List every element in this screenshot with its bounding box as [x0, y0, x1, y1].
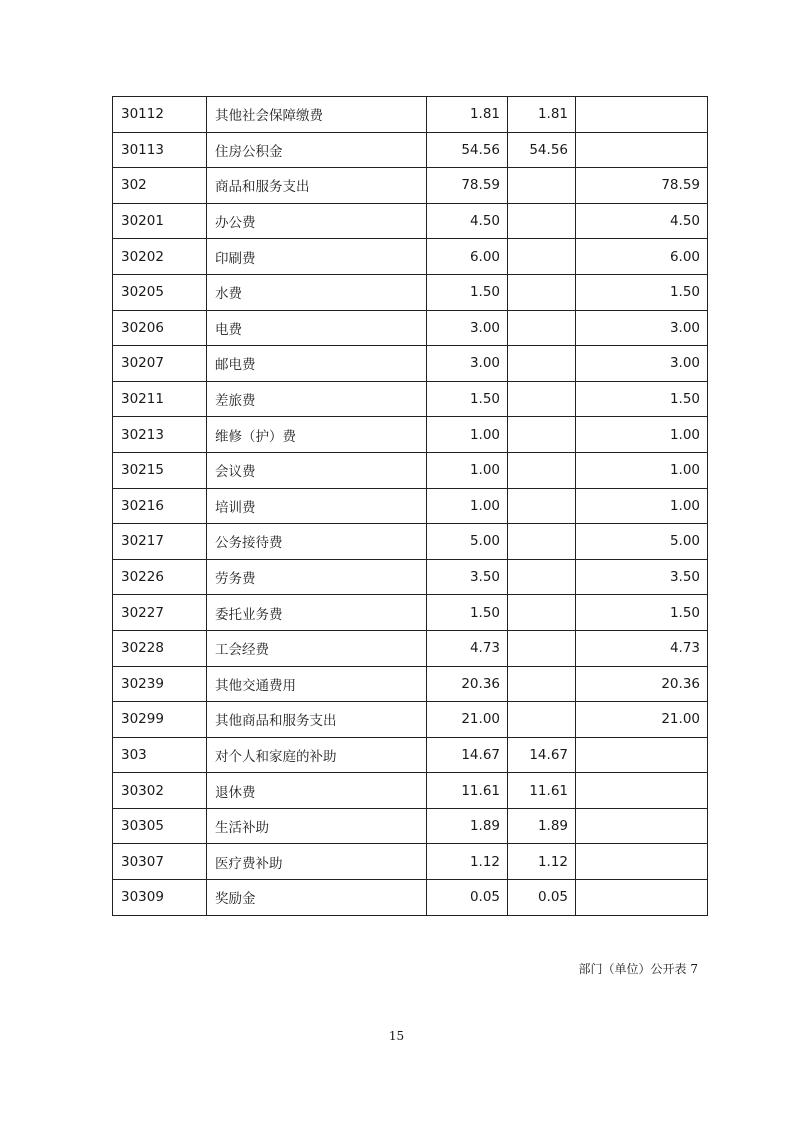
cell-project: 3.00: [576, 346, 708, 382]
table-row: [113, 417, 708, 453]
cell-name: 其他社会保障缴费: [207, 97, 427, 133]
cell-project: [576, 773, 708, 809]
cell-total: 3.00: [427, 346, 508, 382]
cell-project: 20.36: [576, 666, 708, 702]
page-number: 15: [388, 1029, 405, 1043]
cell-total: 1.50: [427, 274, 508, 310]
cell-name: 会议费: [207, 452, 427, 488]
cell-code: 30307: [113, 844, 207, 880]
cell-code: 30299: [113, 702, 207, 738]
cell-name: 其他商品和服务支出: [207, 702, 427, 738]
cell-total: 0.05: [427, 880, 508, 916]
cell-project: 78.59: [576, 168, 708, 204]
cell-project: 3.50: [576, 559, 708, 595]
cell-code: 30309: [113, 880, 207, 916]
table-row: [113, 274, 708, 310]
cell-total: 1.89: [427, 808, 508, 844]
cell-name: 维修（护）费: [207, 417, 427, 453]
cell-total: 1.12: [427, 844, 508, 880]
cell-code: 30215: [113, 452, 207, 488]
table-row: [113, 203, 708, 239]
cell-code: 30205: [113, 274, 207, 310]
cell-basic: [508, 168, 576, 204]
cell-project: [576, 737, 708, 773]
cell-name: 印刷费: [207, 239, 427, 275]
cell-code: 30202: [113, 239, 207, 275]
cell-code: 30226: [113, 559, 207, 595]
cell-total: 21.00: [427, 702, 508, 738]
cell-basic: [508, 346, 576, 382]
cell-project: 1.50: [576, 381, 708, 417]
cell-basic: [508, 524, 576, 560]
cell-name: 住房公积金: [207, 132, 427, 168]
cell-code: 30113: [113, 132, 207, 168]
cell-basic: 11.61: [508, 773, 576, 809]
cell-basic: 1.81: [508, 97, 576, 133]
table-row: [113, 346, 708, 382]
cell-code: 30206: [113, 310, 207, 346]
cell-total: 78.59: [427, 168, 508, 204]
cell-total: 1.81: [427, 97, 508, 133]
cell-name: 劳务费: [207, 559, 427, 595]
cell-name: 水费: [207, 274, 427, 310]
cell-name: 退休费: [207, 773, 427, 809]
cell-code: 30302: [113, 773, 207, 809]
cell-code: 302: [113, 168, 207, 204]
cell-basic: [508, 559, 576, 595]
cell-code: 30305: [113, 808, 207, 844]
table-row: [113, 559, 708, 595]
cell-name: 电费: [207, 310, 427, 346]
table-row: [113, 381, 708, 417]
cell-code: 30239: [113, 666, 207, 702]
cell-project: 6.00: [576, 239, 708, 275]
cell-name: 其他交通费用: [207, 666, 427, 702]
cell-code: 30112: [113, 97, 207, 133]
cell-total: 3.00: [427, 310, 508, 346]
cell-total: 11.61: [427, 773, 508, 809]
cell-project: 1.00: [576, 417, 708, 453]
table-row: [113, 702, 708, 738]
cell-total: 1.50: [427, 595, 508, 631]
cell-name: 办公费: [207, 203, 427, 239]
cell-basic: [508, 488, 576, 524]
table-row: [113, 737, 708, 773]
cell-total: 4.73: [427, 630, 508, 666]
cell-project: 1.50: [576, 274, 708, 310]
cell-code: 30201: [113, 203, 207, 239]
cell-basic: [508, 381, 576, 417]
cell-total: 14.67: [427, 737, 508, 773]
cell-basic: [508, 310, 576, 346]
cell-name: 差旅费: [207, 381, 427, 417]
cell-code: 30211: [113, 381, 207, 417]
cell-basic: 54.56: [508, 132, 576, 168]
table-row: [113, 239, 708, 275]
cell-name: 邮电费: [207, 346, 427, 382]
cell-project: 1.50: [576, 595, 708, 631]
cell-basic: 1.12: [508, 844, 576, 880]
cell-project: 21.00: [576, 702, 708, 738]
cell-project: 4.50: [576, 203, 708, 239]
cell-project: [576, 97, 708, 133]
cell-basic: [508, 666, 576, 702]
cell-total: 54.56: [427, 132, 508, 168]
table-row: [113, 773, 708, 809]
cell-basic: [508, 595, 576, 631]
cell-project: 1.00: [576, 488, 708, 524]
cell-code: 30216: [113, 488, 207, 524]
table-note: 部门（单位）公开表 7: [578, 962, 698, 976]
cell-project: 5.00: [576, 524, 708, 560]
cell-code: 30213: [113, 417, 207, 453]
cell-code: 30217: [113, 524, 207, 560]
cell-code: 30207: [113, 346, 207, 382]
cell-basic: [508, 274, 576, 310]
table-row: [113, 132, 708, 168]
cell-basic: 1.89: [508, 808, 576, 844]
table-row: [113, 808, 708, 844]
cell-name: 对个人和家庭的补助: [207, 737, 427, 773]
cell-basic: [508, 417, 576, 453]
cell-total: 1.50: [427, 381, 508, 417]
cell-project: [576, 880, 708, 916]
cell-basic: [508, 630, 576, 666]
cell-total: 5.00: [427, 524, 508, 560]
cell-total: 1.00: [427, 488, 508, 524]
table-row: [113, 310, 708, 346]
table-row: [113, 97, 708, 133]
table-row: [113, 630, 708, 666]
table-body: [113, 97, 708, 916]
table-row: [113, 595, 708, 631]
cell-name: 培训费: [207, 488, 427, 524]
cell-code: 30228: [113, 630, 207, 666]
cell-project: 3.00: [576, 310, 708, 346]
cell-name: 生活补助: [207, 808, 427, 844]
table-row: [113, 168, 708, 204]
cell-basic: [508, 239, 576, 275]
cell-code: 30227: [113, 595, 207, 631]
table-row: [113, 880, 708, 916]
cell-name: 商品和服务支出: [207, 168, 427, 204]
cell-name: 工会经费: [207, 630, 427, 666]
cell-project: [576, 132, 708, 168]
cell-code: 303: [113, 737, 207, 773]
cell-total: 3.50: [427, 559, 508, 595]
cell-name: 委托业务费: [207, 595, 427, 631]
budget-table: [112, 96, 708, 916]
cell-total: 1.00: [427, 452, 508, 488]
cell-project: [576, 808, 708, 844]
table-row: [113, 666, 708, 702]
cell-total: 20.36: [427, 666, 508, 702]
cell-basic: [508, 203, 576, 239]
cell-project: 1.00: [576, 452, 708, 488]
cell-project: [576, 844, 708, 880]
table-row: [113, 844, 708, 880]
cell-basic: [508, 452, 576, 488]
cell-basic: [508, 702, 576, 738]
cell-total: 6.00: [427, 239, 508, 275]
cell-project: 4.73: [576, 630, 708, 666]
cell-total: 1.00: [427, 417, 508, 453]
table-row: [113, 452, 708, 488]
cell-basic: 14.67: [508, 737, 576, 773]
cell-name: 公务接待费: [207, 524, 427, 560]
table-row: [113, 524, 708, 560]
cell-name: 医疗费补助: [207, 844, 427, 880]
table-row: [113, 488, 708, 524]
cell-total: 4.50: [427, 203, 508, 239]
cell-name: 奖励金: [207, 880, 427, 916]
cell-basic: 0.05: [508, 880, 576, 916]
